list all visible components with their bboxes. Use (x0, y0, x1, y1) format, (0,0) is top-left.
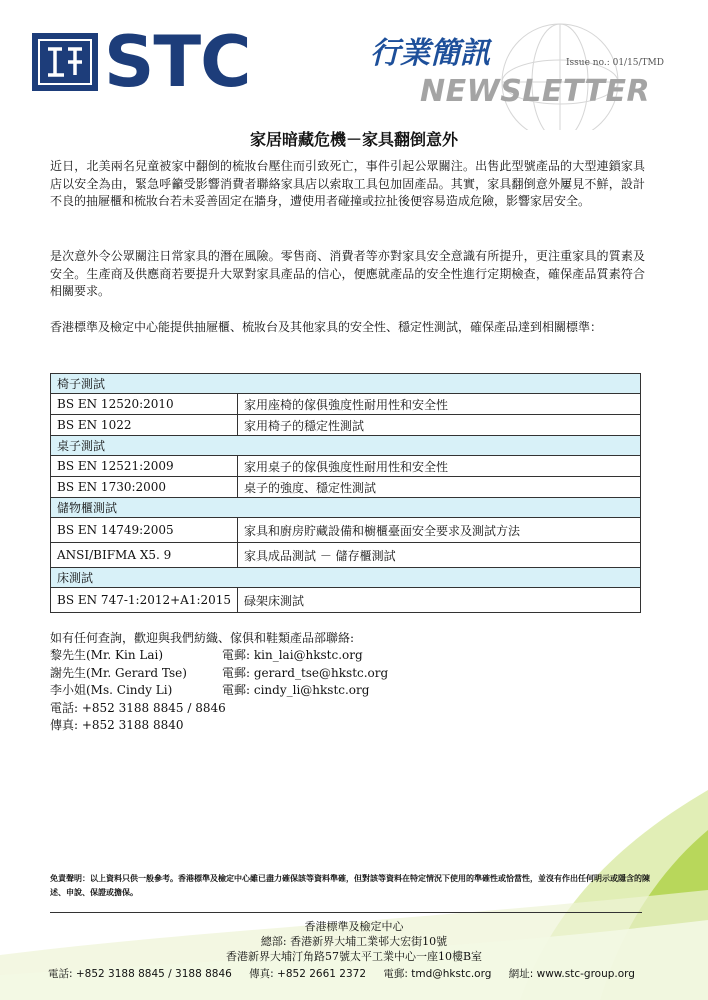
issue-number: Issue no.: 01/15/TMD (566, 58, 664, 68)
newsletter-title-en: NEWSLETTER (420, 74, 651, 109)
table-row (51, 477, 641, 498)
article-paragraph-1: 近日，北美兩名兒童被家中翻倒的梳妝台壓住而引致死亡，事件引起公眾關注。出售此型號產品的大型連鎖家具店以安全為由，緊急呼籲受影響消費者聯絡家具店以索取工具包加固產品。其實，家具翻倒意外屢見不鮮，設計不良的抽屜櫃和梳妝台若未妥善固定在牆身，遭使用者碰撞或拉扯後便容易造成危險，影響家居安全。 (50, 159, 645, 208)
table-category-row (51, 568, 641, 588)
article-title: 家居暗藏危機－家具翻倒意外 (249, 130, 458, 149)
standard-description: 碌架床測試 (238, 588, 641, 613)
standard-description: 桌子的強度、穩定性測試 (238, 477, 641, 498)
table-category-row (51, 498, 641, 518)
stc-logo-mark (32, 33, 98, 91)
newsletter-title-cn: 行業簡訊 (370, 36, 490, 71)
standard-code: BS EN 12520:2010 (51, 394, 238, 415)
standard-description: 家具成品測試 － 儲存櫃測試 (238, 543, 641, 568)
contact-email[interactable]: 電郵: kin_lai@hkstc.org (222, 648, 363, 662)
table-row (51, 543, 641, 568)
standard-code: BS EN 14749:2005 (51, 518, 238, 543)
footer-divider (50, 912, 642, 913)
contact-email[interactable]: 電郵: gerard_tse@hkstc.org (222, 666, 389, 680)
footer-phone: 電話: +852 3188 8845 / 3188 8846 (48, 968, 232, 980)
category-chairs: 椅子測試 (51, 374, 641, 394)
category-beds: 床測試 (51, 568, 641, 588)
contact-name: 李小姐(Ms. Cindy Li) (50, 683, 173, 697)
article-paragraph-3: 香港標準及檢定中心能提供抽屜櫃、梳妝台及其他家具的安全性、穩定性測試，確保產品達到相關標準： (50, 320, 603, 334)
table-row (51, 588, 641, 613)
stc-emblem-icon (38, 39, 92, 85)
standard-code: BS EN 747-1:2012+A1:2015 (51, 588, 238, 613)
contact-name: 黎先生(Mr. Kin Lai) (50, 648, 164, 662)
category-storage: 儲物櫃測試 (51, 498, 641, 518)
table-category-row (51, 436, 641, 456)
table-category-row (51, 374, 641, 394)
footer-org-name: 香港標準及檢定中心 (304, 920, 404, 933)
standard-description: 家用桌子的傢俱強度性耐用性和安全性 (238, 456, 641, 477)
footer-contact-line (48, 966, 649, 981)
table-row (51, 456, 641, 477)
footer-hq-address: 總部: 香港新界大埔工業邨大宏街10號 (260, 935, 448, 948)
contact-fax: 傳真: +852 3188 8840 (50, 718, 184, 732)
contact-phone: 電話: +852 3188 8845 / 8846 (50, 701, 226, 715)
contact-name: 謝先生(Mr. Gerard Tse) (50, 666, 187, 680)
standard-description: 家用椅子的穩定性測試 (238, 415, 641, 436)
furniture-tests-table (50, 373, 641, 613)
table-row (51, 394, 641, 415)
article-paragraph-2: 是次意外令公眾關注日常家具的潛在風險。零售商、消費者等亦對家具安全意識有所提升，更注重家具的質素及安全。生產商及供應商若要提升大眾對家具產品的信心，便應就產品的安全性進行定期檢查，確保產品質素符合相關要求。 (50, 249, 645, 298)
footer-office-address: 香港新界大埔汀角路57號太平工業中心一座10樓B室 (225, 950, 483, 963)
category-tables: 桌子測試 (51, 436, 641, 456)
stc-logo-text: STC (104, 21, 251, 103)
standard-code: BS EN 1022 (51, 415, 238, 436)
standard-code: ANSI/BIFMA X5. 9 (51, 543, 238, 568)
contact-intro: 如有任何查詢，歡迎與我們紡織、傢俱和鞋類產品部聯絡: (50, 631, 355, 645)
standard-description: 家具和廚房貯藏設備和櫥櫃臺面安全要求及測試方法 (238, 518, 641, 543)
footer-fax: 傳真: +852 2661 2372 (249, 968, 367, 980)
standard-code: BS EN 1730:2000 (51, 477, 238, 498)
table-row (51, 518, 641, 543)
footer-website[interactable]: 網址: www.stc-group.org (508, 968, 635, 980)
disclaimer: 免責聲明：以上資料只供一般參考。香港標準及檢定中心雖已盡力確保該等資料準確，但對該等資料在特定情況下使用的準確性或恰當性，並沒有作出任何明示或隱含的陳述、申說、保證或擔保。 (50, 874, 650, 897)
table-row (51, 415, 641, 436)
standard-code: BS EN 12521:2009 (51, 456, 238, 477)
footer-email[interactable]: 電郵: tmd@hkstc.org (383, 968, 492, 980)
contact-email[interactable]: 電郵: cindy_li@hkstc.org (222, 683, 370, 697)
standard-description: 家用座椅的傢俱強度性耐用性和安全性 (238, 394, 641, 415)
